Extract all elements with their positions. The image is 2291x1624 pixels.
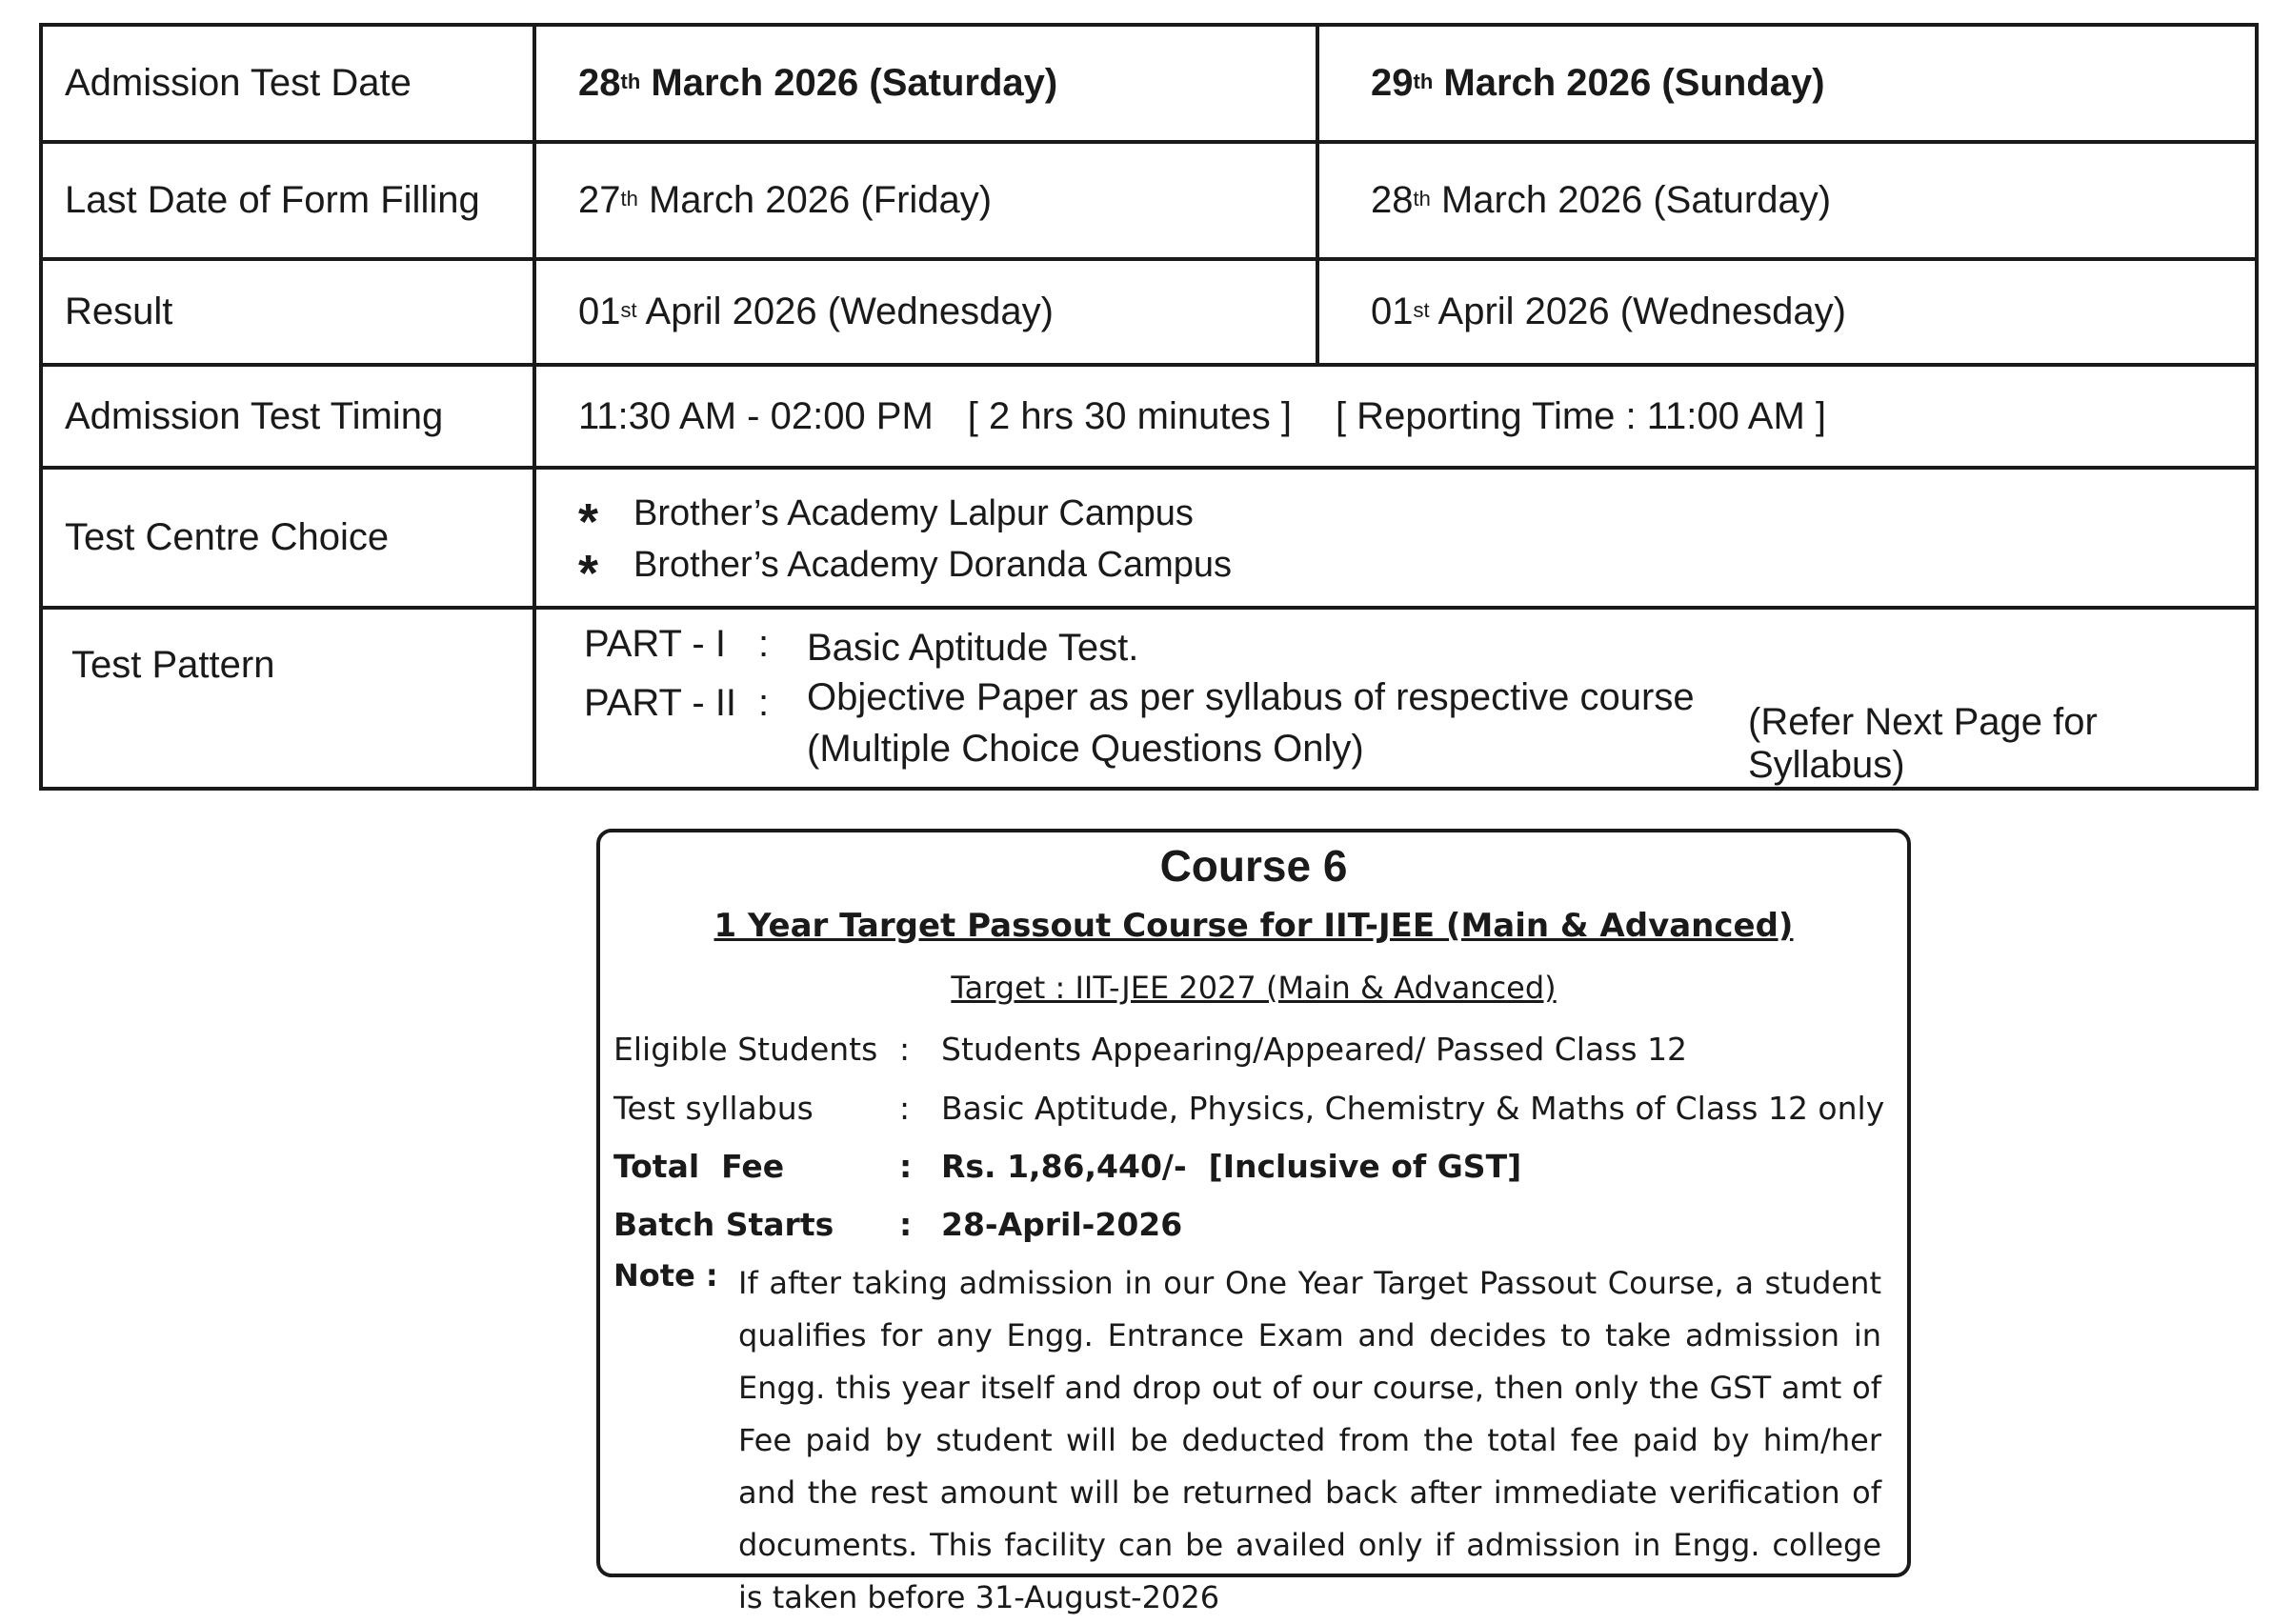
test-timing-value bbox=[536, 367, 2255, 466]
part1-colon: : bbox=[758, 623, 770, 665]
centre-name: Brother’s Academy Doranda Campus bbox=[633, 545, 1233, 585]
result-row bbox=[43, 261, 2255, 367]
result-day2: 01 $^{st}$ April 2026 (Wednesday) bbox=[1371, 291, 1846, 332]
fee-label: Total Fee bbox=[613, 1148, 785, 1185]
eligible-value: Students Appearing/Appeared/ Passed Class 12 bbox=[941, 1031, 1688, 1068]
admission-test-date-day1: 28 $^{th}$ March 2026 (Saturday) bbox=[536, 27, 1319, 140]
asterisk-icon: * bbox=[578, 544, 599, 602]
centre-name: Brother’s Academy Lalpur Campus bbox=[633, 493, 1194, 533]
part2-label: PART - II bbox=[584, 682, 737, 724]
test-timing-label: Admission Test Timing bbox=[43, 367, 536, 466]
test-centre-choices bbox=[536, 470, 2255, 606]
syllabus-colon: : bbox=[899, 1090, 911, 1127]
refer-syllabus-note: (Refer Next Page for Syllabus) bbox=[1748, 701, 2098, 786]
asterisk-icon: * bbox=[578, 492, 599, 551]
batch-label: Batch Starts bbox=[613, 1206, 834, 1243]
last-date-form-label: Last Date of Form Filling bbox=[43, 144, 536, 257]
eligible-label: Eligible Students bbox=[613, 1031, 878, 1068]
note-block bbox=[613, 1257, 1881, 1624]
note-text: If after taking admission in our One Year Target Passout Course, a student qualifies for any Engg. Entrance Exam and decides to take admission in Engg. this year itself and drop out of our course, then only the GST amt of Fee paid by student will be deducted from the total fee paid by him/her and the rest amount will be returned back after immediate verification of documents. This facility can be availed only if admission in Engg. college is taken before 31-August-2026 bbox=[738, 1265, 1881, 1615]
schedule-table bbox=[39, 23, 2259, 791]
list-item bbox=[578, 544, 1233, 602]
fee-colon: : bbox=[899, 1148, 913, 1185]
syllabus-value: Basic Aptitude, Physics, Chemistry & Maths of Class 12 only bbox=[941, 1090, 1885, 1127]
result-label: Result bbox=[43, 261, 536, 363]
part1-text: Basic Aptitude Test. bbox=[807, 627, 1139, 669]
result-day1: 01 $^{st}$ April 2026 (Wednesday) bbox=[536, 261, 1319, 363]
test-centre-row bbox=[43, 470, 2255, 610]
test-timing-row bbox=[43, 367, 2255, 470]
admission-test-date-label: Admission Test Date bbox=[43, 27, 536, 140]
course-subtitle: 1 Year Target Passout Course for IIT-JEE (Main & Advanced) bbox=[713, 907, 1794, 945]
part2-line1: Objective Paper as per syllabus of respective course bbox=[807, 676, 1695, 718]
test-centre-label: Test Centre Choice bbox=[43, 470, 536, 606]
timing-duration: [ 2 hrs 30 minutes ] bbox=[967, 394, 1292, 437]
part2-line2: (Multiple Choice Questions Only) bbox=[807, 728, 1364, 770]
test-pattern-label: Test Pattern bbox=[43, 610, 536, 787]
timing-time: 11:30 AM - 02:00 PM bbox=[578, 394, 934, 437]
fee-value: Rs. 1,86,440/- [Inclusive of GST] bbox=[941, 1148, 1522, 1185]
fee-row bbox=[613, 1148, 1521, 1185]
part1-label: PART - I bbox=[584, 623, 726, 665]
timing-reporting: [ Reporting Time : 11:00 AM ] bbox=[1335, 394, 1827, 437]
test-pattern-value bbox=[536, 610, 2255, 787]
batch-value: 28-April-2026 bbox=[941, 1206, 1183, 1243]
syllabus-row bbox=[613, 1090, 1884, 1127]
last-date-form-day2: 28 $^{th}$ March 2026 (Saturday) bbox=[1371, 179, 1832, 221]
part2-colon: : bbox=[758, 682, 770, 724]
test-pattern-row bbox=[43, 610, 2255, 787]
course-target: Target : IIT-JEE 2027 (Main & Advanced) bbox=[951, 970, 1557, 1006]
course-title: Course 6 bbox=[1159, 841, 1348, 891]
eligible-colon: : bbox=[899, 1031, 911, 1068]
last-date-form-day1: 27 $^{th}$ March 2026 (Friday) bbox=[536, 144, 1319, 257]
batch-row bbox=[613, 1206, 1182, 1243]
admission-test-date-row bbox=[43, 27, 2255, 144]
admission-test-date-day2: 29 $^{th}$ March 2026 (Sunday) bbox=[1371, 62, 1825, 104]
syllabus-label: Test syllabus bbox=[613, 1090, 814, 1127]
list-item bbox=[578, 492, 1232, 551]
eligible-row bbox=[613, 1031, 1687, 1068]
course-box bbox=[596, 829, 1911, 1615]
batch-colon: : bbox=[899, 1206, 913, 1243]
last-date-form-row bbox=[43, 144, 2255, 261]
note-label: Note : bbox=[613, 1257, 718, 1293]
